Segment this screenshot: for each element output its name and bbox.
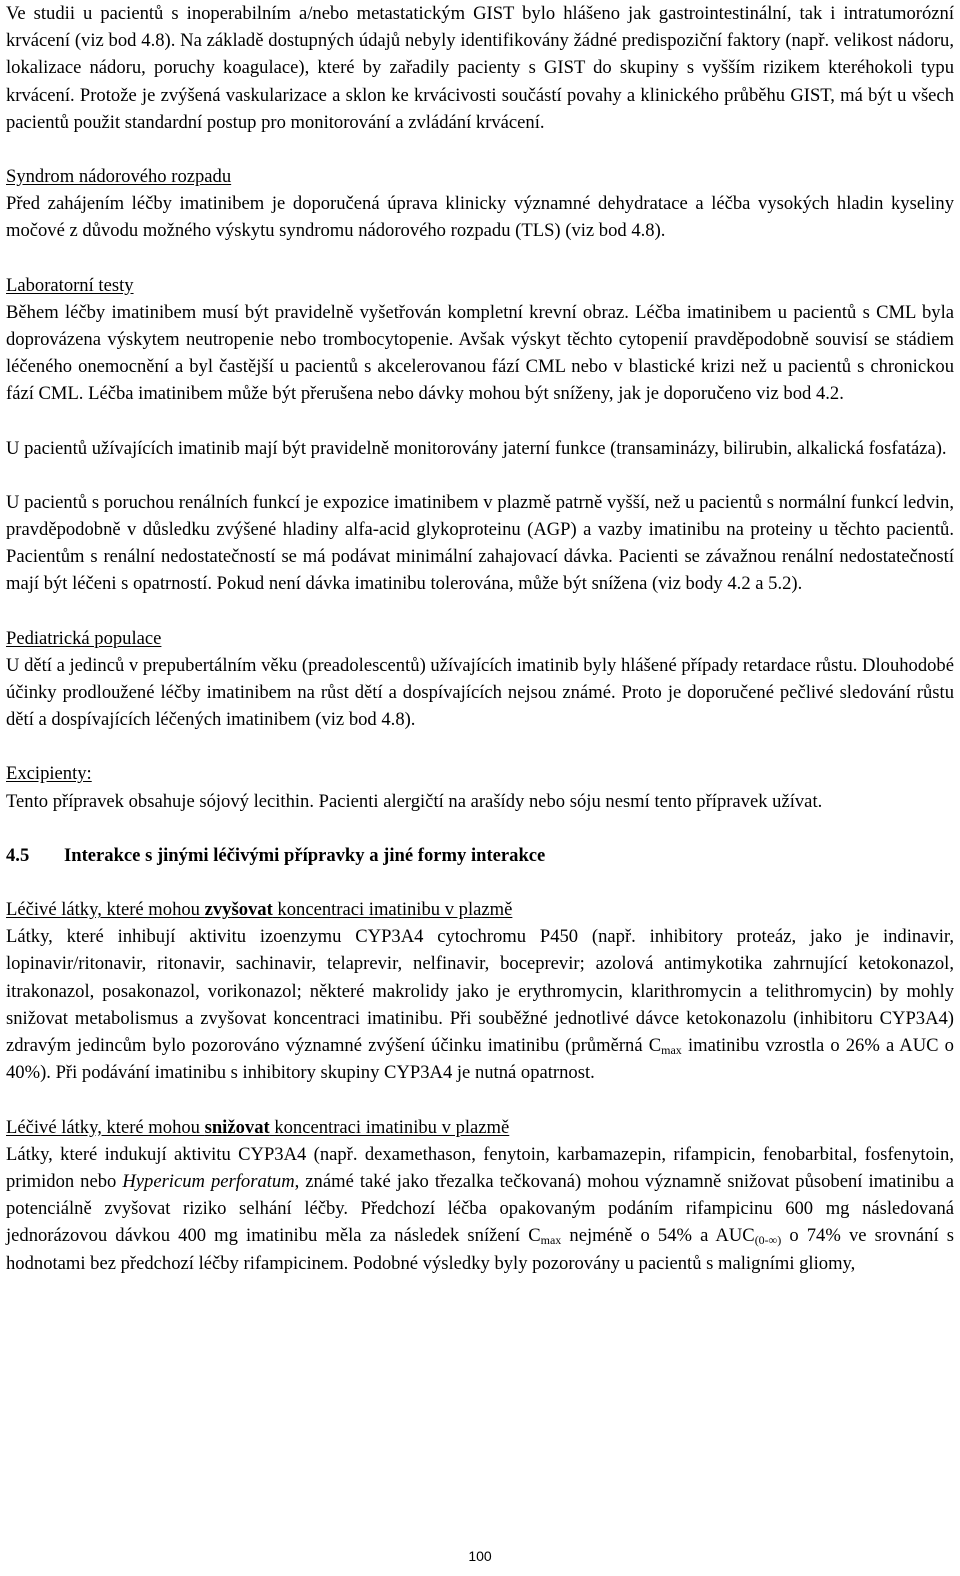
section-number: 4.5 — [6, 844, 30, 866]
increase-text-b: imatinibu vzrostla o 26% a AUC o 40%). Při podávání imatinibu s inhibitory skupiny CYP3A4 je nutná opatrnost. — [6, 1035, 954, 1084]
lab-heading-text: Laboratorní testy — [6, 274, 134, 296]
decrease-text-c: nejméně o 54% a AUC — [561, 1225, 755, 1247]
pediatric-heading-text: Pediatrická populace — [6, 627, 162, 649]
pediatric-section — [6, 625, 954, 734]
increase-heading-post: koncentraci imatinibu v plazmě — [272, 899, 513, 921]
lab-tests-section — [6, 272, 954, 408]
lab-paragraph-liver: U pacientů užívajících imatinib mají být pravidelně monitorovány jaterní funkce (transaminázy, bilirubin, alkalická fosfatáza). — [6, 437, 947, 459]
hypericum-italic: Hypericum perforatum — [122, 1170, 295, 1192]
tls-section — [6, 163, 954, 245]
increase-heading — [6, 896, 954, 923]
increase-text-a: Látky, které inhibují aktivitu izoenzymu CYP3A4 cytochromu P450 (např. inhibitory proteáz, jako je indinavir, lopinavir/ritonavir, ritonavir, sachinavir, telaprevir, nelfinavir, boceprevir; azolová antimykotika zahrnující ketokonazol, itrakonazol, posakonazol, vorikonazol; některé makrolidy jako je erythromycin, klarithromycin a telithromycin) by mohly snižovat metabolismus a zvyšovat koncentraci imatinibu. Při souběžné jednotlivé dávce ketokonazolu (inhibitoru CYP3A4) zdravým jedincům bylo pozorováno významné zvýšení účinku imatinibu (průměrná C — [6, 926, 954, 1057]
excipients-paragraph: Tento přípravek obsahuje sójový lecithin. Pacienti alergičtí na arašídy nebo sóju nesmí tento přípravek užívat. — [6, 790, 823, 812]
auc-subscript: (0-∞) — [754, 1233, 782, 1248]
decrease-heading — [6, 1114, 954, 1141]
increase-paragraph — [6, 923, 954, 1086]
tls-paragraph: Před zahájením léčby imatinibem je doporučená úprava klinicky významné dehydratace a léčba vysokých hladin kyseliny močové z důvodu možného výskytu syndromu nádorového rozpadu (TLS) (viz bod 4.8). — [6, 193, 954, 242]
tls-heading-text: Syndrom nádorového rozpadu — [6, 166, 232, 188]
excipients-heading-text: Excipienty: — [6, 763, 92, 785]
decrease-heading-post: koncentraci imatinibu v plazmě — [269, 1116, 510, 1138]
gist-bleeding-paragraph: Ve studii u pacientů s inoperabilním a/nebo metastatickým GIST bylo hlášeno jak gastrointestinální, tak i intratumorózní krvácení (viz bod 4.8). Na základě dostupných údajů nebyly identifikovány žádné predispoziční faktory (např. velikost nádoru, lokalizace nádoru, poruchy koagulace), které by zařadily pacienty s GIST do skupiny s vyšším rizikem kteréhokoli typu krvácení. Protože je zvýšená vaskularizace a sklon ke krvácivosti součástí povahy a klinického průběhu GIST, má být u všech pacientů použit standardní postup pro monitorování a zvládání krvácení. — [6, 3, 954, 133]
decrease-heading-bold: snižovat — [204, 1116, 270, 1138]
decrease-heading-pre: Léčivé látky, které mohou — [6, 1116, 205, 1138]
cmax-subscript: max — [540, 1233, 562, 1248]
increase-heading-text — [6, 899, 512, 920]
decrease-section — [6, 1114, 954, 1277]
cmax-subscript: max — [661, 1043, 682, 1058]
lab-paragraph-renal: U pacientů s poruchou renálních funkcí je expozice imatinibem v plazmě patrně vyšší, než u pacientů s normální funkcí ledvin, pravděpodobně v důsledku zvýšené hladiny alfa-acid glykoproteinu (AGP) a vazby imatinibu na proteiny u těchto pacientů. Pacientům s renální nedostatečností se má podávat minimální zahajovací dávka. Pacienti se závažnou renální nedostatečností mají být léčeni s opatrností. Pokud není dávka imatinibu tolerována, může být snížena (viz body 4.2 a 5.2). — [6, 491, 954, 595]
section-title: Interakce s jinými léčivými přípravky a jiné formy interakce — [64, 844, 546, 866]
decrease-text-a: Látky, které indukují aktivitu CYP3A4 (např. dexamethason, fenytoin, karbamazepin, rifampicin, fenobarbital, fosfenytoin, primidon nebo — [6, 1143, 954, 1192]
tls-heading — [6, 163, 954, 190]
lab-heading — [6, 272, 954, 299]
increase-heading-pre: Léčivé látky, které mohou — [6, 899, 205, 921]
decrease-text-d: o 74% ve srovnání s hodnotami bez předchozí léčby rifampicinem. Podobné výsledky byly pozorovány u pacientů s maligními gliomy, — [6, 1225, 954, 1274]
increase-heading-bold: zvyšovat — [204, 899, 273, 921]
section-4-5-heading — [6, 842, 954, 869]
decrease-paragraph — [6, 1141, 954, 1277]
decrease-heading-text — [6, 1117, 509, 1138]
decrease-text-b: , známé také jako třezalka tečkovaná) mohou významně snižovat působení imatinibu a potenciálně zvyšovat riziko selhání léčby. Předchozí léčba opakovaným podáním rifampicinu 600 mg následovaná jednorázovou dávkou 400 mg imatinibu měla za následek snížení C — [6, 1170, 954, 1247]
pediatric-paragraph: U dětí a jedinců v prepubertálním věku (preadolescentů) užívajících imatinib byly hlášené případy retardace růstu. Dlouhodobé účinky prodloužené léčby imatinibem na růst dětí a dospívajících nejsou známé. Proto je doporučené pečlivé sledování růstu dětí a dospívajících léčených imatinibem (viz bod 4.8). — [6, 654, 954, 731]
pediatric-heading — [6, 625, 954, 652]
lab-paragraph-blood-count: Během léčby imatinibem musí být pravidelně vyšetřován kompletní krevní obraz. Léčba imatinibem u pacientů s CML byla doprovázena výskytem neutropenie nebo trombocytopenie. Avšak výskyt těchto cytopenií pravděpodobně souvisí se stádiem léčeného onemocnění a byl častější u pacientů s akcelerovanou fází CML nebo v blastické krizi než u pacientů s chronickou fází CML. Léčba imatinibem může být přerušena nebo dávky mohou být sníženy, jak je doporučeno viz bod 4.2. — [6, 301, 954, 405]
document-page — [6, 0, 954, 1277]
page-number: 100 — [468, 1548, 492, 1564]
excipients-heading — [6, 760, 954, 787]
increase-section — [6, 896, 954, 1086]
excipients-section — [6, 760, 954, 814]
